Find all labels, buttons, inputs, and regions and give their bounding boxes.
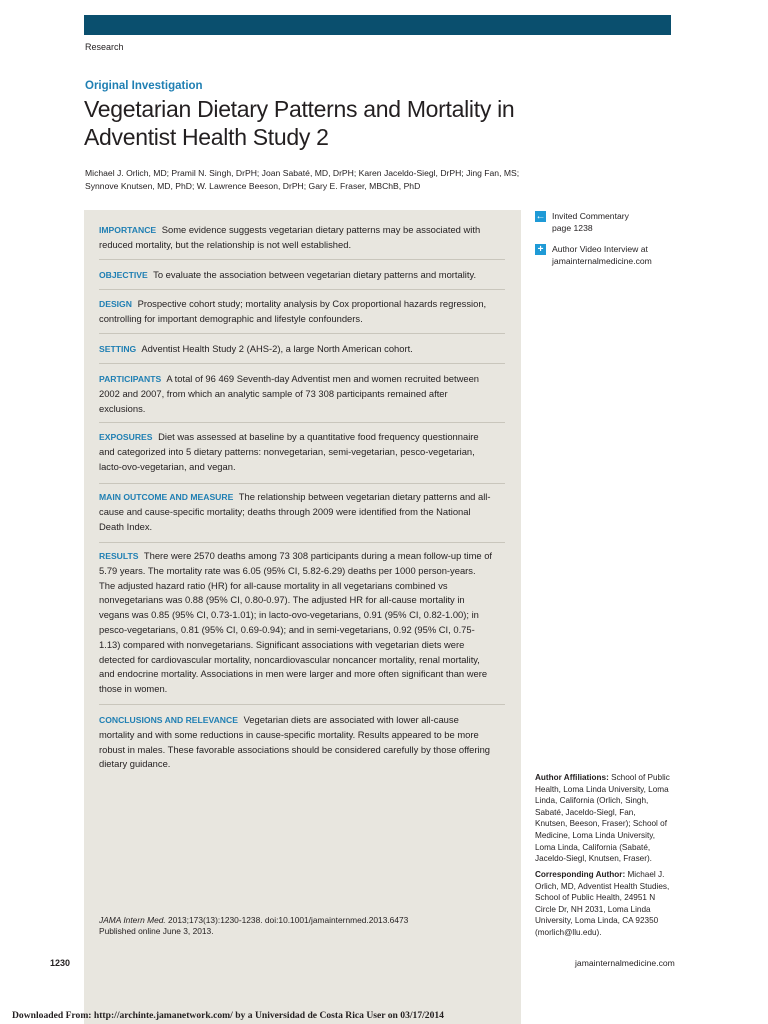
abstract-divider [99,483,505,484]
abstract-box [84,210,521,1024]
abstract-divider [99,259,505,260]
author-affiliations [535,772,670,865]
author-list: Michael J. Orlich, MD; Pramil N. Singh, DrPH; Joan Sabaté, MD, DrPH; Karen Jaceldo-Siegl, DrPH; Jing Fan, MS; Synnove Knutsen, MD, PhD; W. Lawrence Beeson, DrPH; Gary E. Fraser, MBChB, PhD [85,168,520,191]
citation-details: 2013;173(13):1230-1238. doi:10.1001/jamainternmed.2013.6473 [168,915,409,925]
abstract-divider [99,333,505,334]
abstract-importance [99,223,493,253]
author-video-label: Author Video Interview [552,244,639,254]
plus-icon: + [535,244,546,255]
main-outcome-heading: MAIN OUTCOME AND MEASURE [99,492,234,502]
exposures-text: Diet was assessed at baseline by a quantitative food frequency questionnaire and categorized into 5 dietary patterns: nonvegetarian, semi-vegetarian, pesco-vegetarian, lacto-ovo-vegetarian, and vegan. [99,431,479,472]
abstract-design [99,297,493,327]
objective-heading: OBJECTIVE [99,270,148,280]
abstract-conclusions [99,713,493,772]
importance-heading: IMPORTANCE [99,225,157,235]
author-video-site: jamainternalmedicine.com [552,256,652,266]
affiliations-heading: Author Affiliations: [535,773,609,782]
article-type: Original Investigation [85,80,203,92]
abstract-divider [99,704,505,705]
abstract-main-outcome [99,490,493,534]
participants-text: A total of 96 469 Seventh-day Adventist men and women recruited between 2002 and 2007, from which an analytic sample of 73 308 participants remained after exclusions. [99,373,480,414]
top-color-bar [84,15,671,35]
invited-commentary-page: page 1238 [552,223,593,233]
design-heading: DESIGN [99,299,132,309]
abstract-exposures [99,430,493,474]
design-text: Prospective cohort study; mortality analysis by Cox proportional hazards regression, controlling for important demographic and lifestyle confounders. [99,298,487,324]
abstract-divider [99,363,505,364]
citation-journal: JAMA Intern Med. [99,915,166,925]
results-heading: RESULTS [99,551,139,561]
participants-heading: PARTICIPANTS [99,374,162,384]
invited-commentary-label: Invited Commentary [552,211,629,221]
abstract-divider [99,422,505,423]
download-note: Downloaded From: http://archinte.jamanetwork.com/ by a Universidad de Costa Rica User on 03/17/2014 [12,1010,444,1021]
importance-text: Some evidence suggests vegetarian dietary patterns may be associated with reduced mortality, but the relationship is not well established. [99,224,481,250]
setting-text: Adventist Health Study 2 (AHS-2), a large North American cohort. [141,343,413,354]
abstract-divider [99,289,505,290]
citation-published: Published online June 3, 2013. [99,926,214,936]
corresponding-text: Michael J. Orlich, MD, Adventist Health Studies, School of Public Health, 24951 N Circle Dr, NH 2031, Loma Linda University, Loma Linda, CA 92350 (morlich@llu.edu). [535,870,670,937]
arrow-left-icon: ← [535,211,546,222]
exposures-heading: EXPOSURES [99,432,153,442]
corresponding-author [535,869,670,939]
conclusions-text: Vegetarian diets are associated with lower all-cause mortality and with some reductions in cause-specific mortality. Results appeared to be more robust in males. These favorable associations should be considered carefully by those offering dietary guidance. [99,714,491,770]
abstract-results [99,549,493,697]
article-title: Vegetarian Dietary Patterns and Mortality in Adventist Health Study 2 [84,96,515,150]
abstract-setting [99,342,493,357]
affiliations-text: School of Public Health, Loma Linda University, Loma Linda, California (Orlich, Singh, Sabaté, Jaceldo-Siegl, Fan, Knutsen, Beeson, Fraser); School of Medicine, Loma Linda University, Loma Linda, California (Sabaté, Jaceldo-Siegl, Knutsen, Fraser). [535,773,670,864]
abstract-objective [99,268,493,283]
page-number: 1230 [50,958,71,968]
section-label: Research [85,42,124,52]
abstract-divider [99,542,505,543]
conclusions-heading: CONCLUSIONS AND RELEVANCE [99,715,238,725]
footer-website[interactable]: jamainternalmedicine.com [575,958,675,968]
setting-heading: SETTING [99,344,137,354]
objective-text: To evaluate the association between vegetarian dietary patterns and mortality. [153,269,477,280]
corresponding-heading: Corresponding Author: [535,870,626,879]
main-outcome-text: The relationship between vegetarian dietary patterns and all-cause and cause-specific mortality; deaths through 2009 were identified from the National Death Index. [99,491,491,532]
author-video-prefix: at [640,244,648,254]
results-text: There were 2570 deaths among 73 308 participants during a mean follow-up time of 5.79 years. The mortality rate was 6.05 (95% CI, 5.82-6.29) deaths per 1000 person-years. The adjusted hazard ratio (HR) for all-cause mortality in all vegetarians combined vs nonvegetarians was 0.88 (95% CI, 0.80-0.97). The adjusted HR for all-cause mortality in vegans was 0.85 (95% CI, 0.73-1.01); in lacto-ovo-vegetarians, 0.91 (95% CI, 0.82-1.00); in pesco-vegetarians, 0.81 (95% CI, 0.69-0.94); and in semi-vegetarians, 0.92 (95% CI, 0.75-1.13) compared with nonvegetarians. Significant associations with vegetarian diets were detected for cardiovascular mortality, noncardiovascular noncancer mortality, renal mortality, and endocrine mortality. Associations in men were larger and more often significant than were those in women. [99,550,493,695]
citation [99,915,408,937]
abstract-participants [99,372,493,416]
